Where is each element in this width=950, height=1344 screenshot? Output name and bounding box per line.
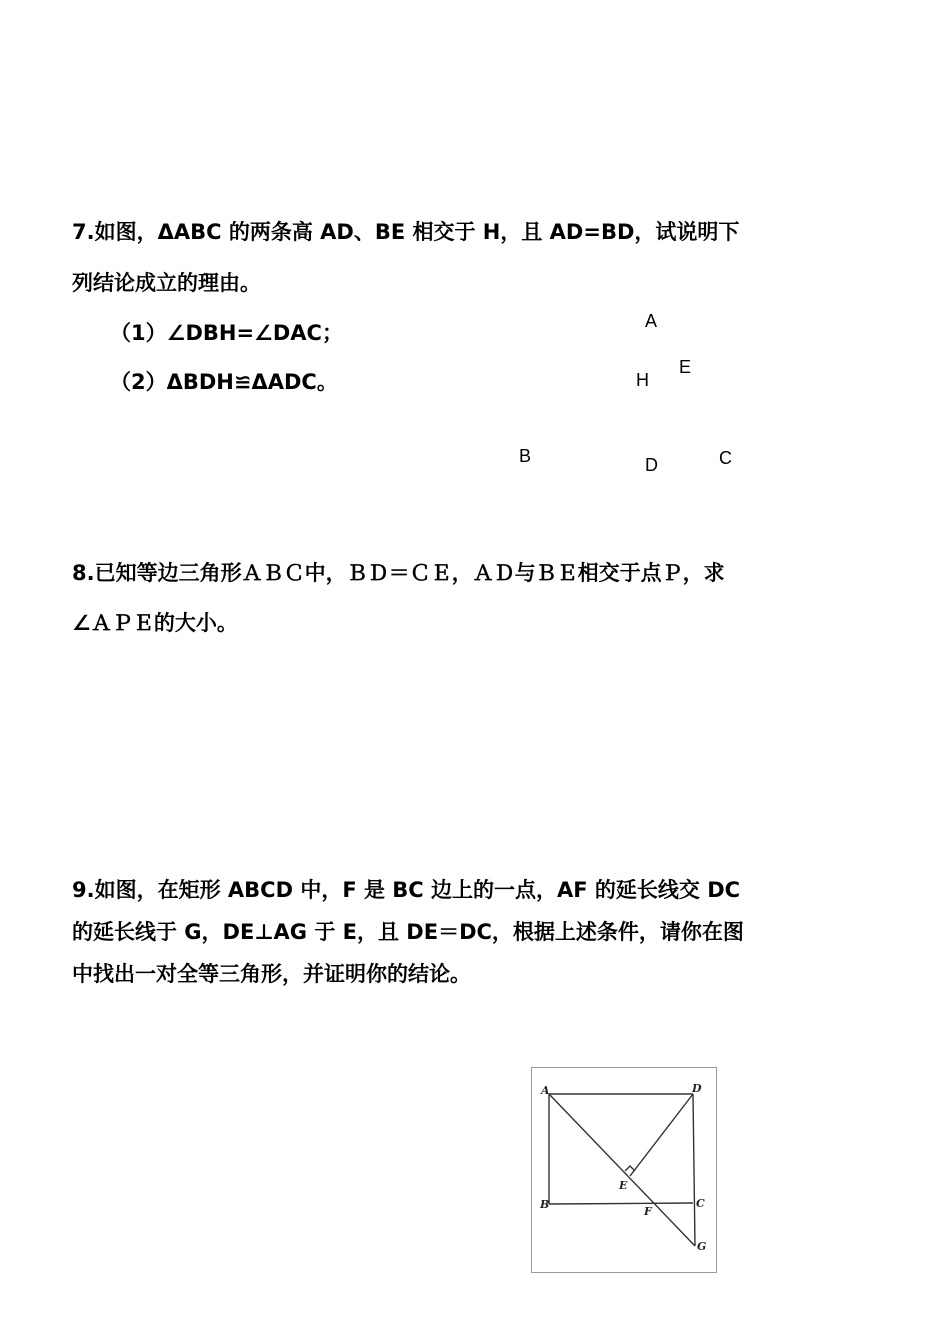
q7-label-e: E bbox=[679, 357, 692, 377]
fig-label-e: E bbox=[619, 1179, 628, 1192]
fig-label-c: C bbox=[696, 1197, 705, 1210]
q7-label-a: A bbox=[645, 311, 658, 331]
q7-item-1: （1）∠DBH=∠DAC； bbox=[110, 321, 343, 345]
segment-de bbox=[630, 1094, 693, 1176]
q7-label-c: C bbox=[719, 448, 732, 468]
segment-ag bbox=[549, 1094, 695, 1246]
fig-label-g: G bbox=[697, 1240, 707, 1253]
q7-line-2: 列结论成立的理由。 bbox=[72, 271, 261, 295]
q9-figure-drawing bbox=[532, 1068, 718, 1274]
segment-dg bbox=[693, 1094, 695, 1246]
q8-line-2: ∠ＡＰＥ的大小。 bbox=[72, 611, 238, 635]
q7-label-d: D bbox=[645, 455, 658, 475]
q7-line-1: 7.如图，ΔABC 的两条高 AD、BE 相交于 H，且 AD=BD，试说明下 bbox=[72, 220, 740, 244]
q7-label-h: H bbox=[636, 370, 649, 390]
fig-label-d: D bbox=[692, 1082, 702, 1095]
q9-line-2: 的延长线于 G，DE⊥AG 于 E，且 DE＝DC，根据上述条件，请你在图 bbox=[72, 920, 744, 944]
q9-line-1: 9.如图，在矩形 ABCD 中，F 是 BC 边上的一点，AF 的延长线交 DC bbox=[72, 878, 741, 902]
q9-figure bbox=[531, 1067, 717, 1273]
q7-item-2: （2）ΔBDH≌ΔADC。 bbox=[110, 370, 338, 394]
q7-label-b: B bbox=[519, 446, 532, 466]
q9-line-3: 中找出一对全等三角形，并证明你的结论。 bbox=[72, 962, 471, 986]
fig-label-a: A bbox=[541, 1084, 550, 1097]
fig-label-b: B bbox=[540, 1198, 550, 1211]
fig-label-f: F bbox=[644, 1205, 652, 1218]
q8-line-1: 8.已知等边三角形ＡＢＣ中，ＢＤ＝ＣＥ，ＡＤ与ＢＥ相交于点Ｐ，求 bbox=[72, 561, 725, 585]
segment-bc bbox=[549, 1203, 693, 1204]
right-angle-mark bbox=[625, 1166, 635, 1171]
